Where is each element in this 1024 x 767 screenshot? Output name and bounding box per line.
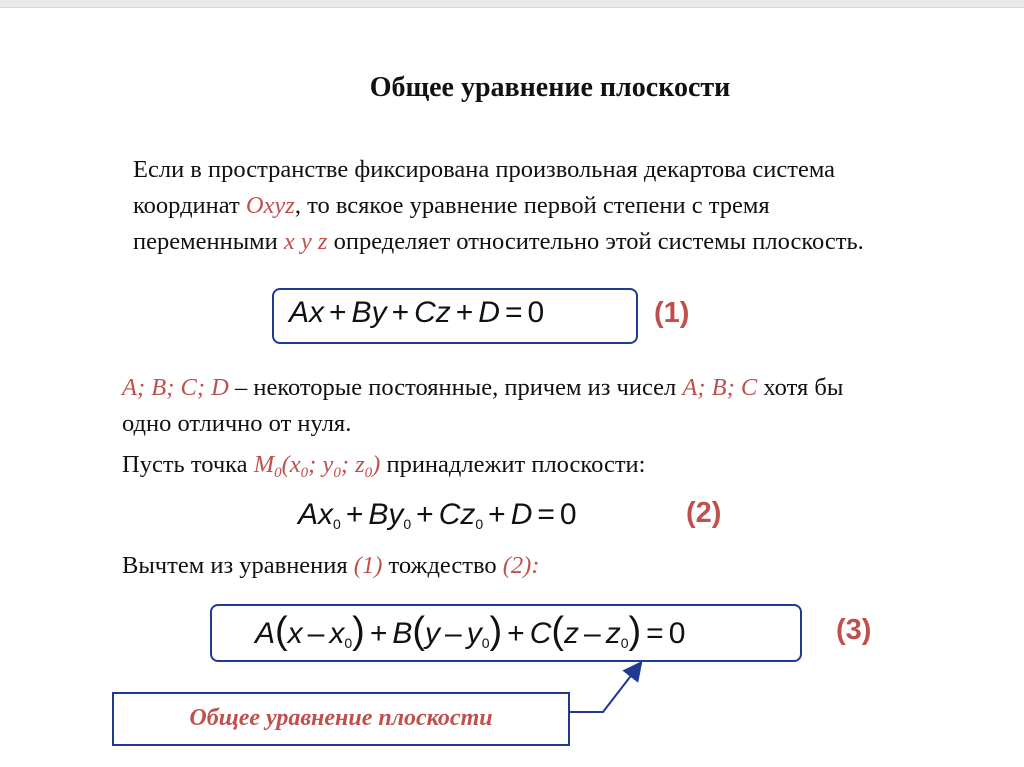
coord-system: Oxyz	[245, 192, 295, 219]
variables: x y z	[283, 228, 328, 255]
equation-1: Ax + By + Cz + D = 0	[289, 296, 545, 329]
equation-2-label: (2)	[686, 497, 722, 529]
intro-paragraph	[133, 152, 1013, 260]
intro-line-3: переменными x y z определяет относительно этой системы плоскость.	[133, 228, 864, 255]
subtract-text: Вычтем из уравнения (1) тождество (2):	[122, 552, 540, 579]
coefficients-text: A; B; C; D – некоторые постоянные, причем из чисел A; B; C хотя бы одно отлично от нуля.	[122, 374, 844, 437]
top-bar	[0, 0, 1024, 7]
equation-3-label: (3)	[836, 614, 872, 646]
equation-1-label: (1)	[654, 297, 690, 329]
intro-line-1: Если в пространстве фиксирована произвольная декартова система	[133, 156, 836, 183]
page-title: Общее уравнение плоскости	[369, 72, 731, 103]
callout-box	[112, 692, 570, 746]
point-text: Пусть точка $M_0(x_0$; $y_0$; $z_0$) принадлежит плоскости:	[122, 451, 646, 481]
equation-2: $Ax_0 + By_0 + Cz_0 + D = 0$	[298, 498, 577, 532]
top-bar-line	[0, 7, 1024, 8]
callout-label: Общее уравнение плоскости	[189, 705, 493, 731]
intro-line-2: координат Oxyz, то всякое уравнение первой степени с тремя	[133, 192, 770, 219]
point-M0: $M_0(x_0$; $y_0$; $z_0$)	[253, 451, 381, 481]
equation-3: $A(x - x_0) + B(y - y_0) + C(z - z_0) = 0$	[255, 610, 686, 652]
